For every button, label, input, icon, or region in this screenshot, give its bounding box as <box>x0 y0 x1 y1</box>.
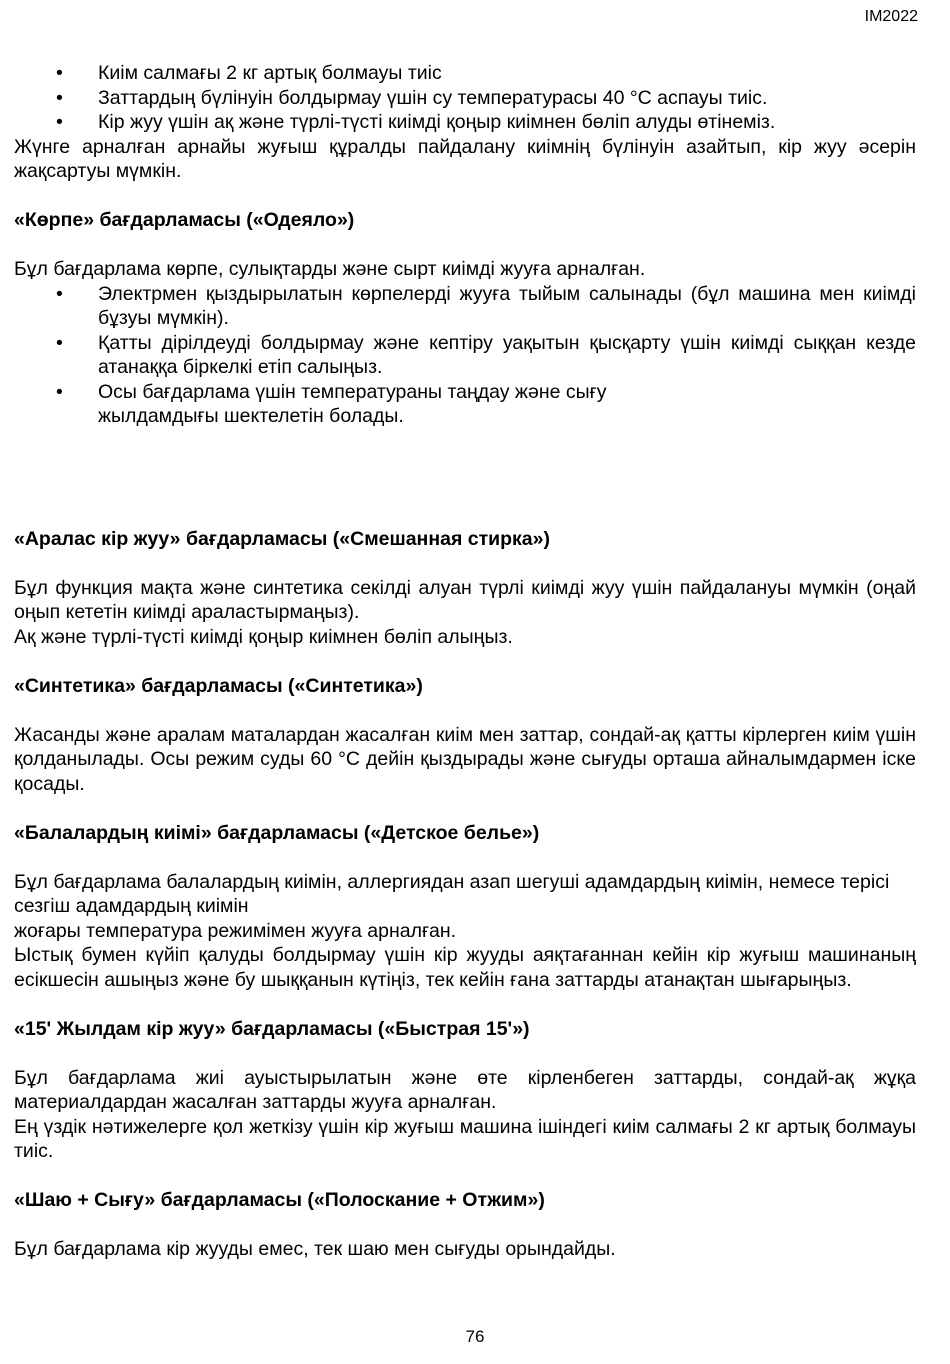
page-content <box>14 61 916 1262</box>
rinse-text: Бұл бағдарлама кір жууды емес, тек шаю мен сығуды орындайды. <box>14 1238 616 1260</box>
blanket-list <box>14 282 916 429</box>
page-number: 76 <box>465 1327 485 1346</box>
mixed-text: Ақ және түрлі-түсті киімді қоңыр киімнен бөліп алыңыз. <box>14 625 513 648</box>
quick-text: Бұл бағдарлама жиі ауыстырылатын және өте кірленбеген заттарды, сондай-ақ жұқа материалдардан жасалған заттарды жууға арналған. <box>14 1066 916 1113</box>
list-item: • Қатты дірілдеуді болдырмау және кептіру уақытын қысқарту үшін киімді сыққан кезде атанаққа біркелкі етіп салыңыз. <box>14 331 916 380</box>
list-item: • Кір жуу үшін ақ және түрлі-түсті киімді қоңыр киімнен бөліп алуды өтінеміз. <box>14 110 916 135</box>
blanket-text: Бұл бағдарлама көрпе, сулықтарды және сырт киімді жууға арналған. <box>14 258 646 280</box>
section-heading-kids: «Балалардың киімі» бағдарламасы («Детское белье») <box>14 821 540 844</box>
intro-list <box>14 61 916 135</box>
intro-paragraph: Жүнге арналған арнайы жуғыш құралды пайдалану киімнің бүлінуін азайтып, кір жуу әсерін жақсартуы мүмкін. <box>14 135 916 182</box>
list-item: • Электрмен қыздырылатын көрпелерді жууға тыйым салынады (бұл машина мен киімді бұзуы мүмкін). <box>14 282 916 331</box>
list-item: • Осы бағдарлама үшін температураны таңдау және сығу жылдамдығы шектелетін болады. <box>14 380 916 429</box>
quick-text: Ең үздік нәтижелерге қол жеткізу үшін кір жуғыш машина ішіндегі киім салмағы 2 кг артық болмауы тиіс. <box>14 1115 916 1162</box>
kids-text: Ыстық бумен күйіп қалуды болдырмау үшін кір жууды аяқтағаннан кейін кір жуғыш машинаның есікшесін ашыңыз және бу шыққанын күтіңіз, тек кейін ғана заттарды атанақтан шығарыңыз. <box>14 944 916 991</box>
document-id: IM2022 <box>864 8 918 25</box>
kids-text: Бұл бағдарлама балалардың киімін, аллергиядан азап шегуші адамдардың киімін, немесе терісі сезгіш адамдардың киімін <box>14 870 890 917</box>
synthetic-text: Жасанды және аралам маталардан жасалған киім мен заттар, сондай-ақ қатты кірлерген киім үшін қолданылады. Осы режим суды 60 °С дейін қыздырады және сығуды орташа айналымдармен іске қосады. <box>14 723 916 795</box>
list-item: • Киім салмағы 2 кг артық болмауы тиіс <box>14 61 916 86</box>
section-heading-blanket: «Көрпе» бағдарламасы («Одеяло») <box>14 209 355 231</box>
section-heading-quick: «15' Жылдам кір жуу» бағдарламасы («Быстрая 15'») <box>14 1017 530 1040</box>
list-item: • Заттардың бүлінуін болдырмау үшін су температурасы 40 °С аспауы тиіс. <box>14 86 916 111</box>
section-heading-mixed: «Аралас кір жуу» бағдарламасы («Смешанная стирка») <box>14 527 550 550</box>
mixed-text: Бұл функция мақта және синтетика секілді алуан түрлі киімді жуу үшін пайдалануы мүмкін (оңай оңып кететін киімді араластырмаңыз). <box>14 576 916 623</box>
section-heading-rinse: «Шаю + Сығу» бағдарламасы («Полоскание + Отжим») <box>14 1189 545 1211</box>
kids-text: жоғары температура режимімен жууға арналған. <box>14 919 457 942</box>
section-heading-synthetic: «Синтетика» бағдарламасы («Синтетика») <box>14 674 423 697</box>
